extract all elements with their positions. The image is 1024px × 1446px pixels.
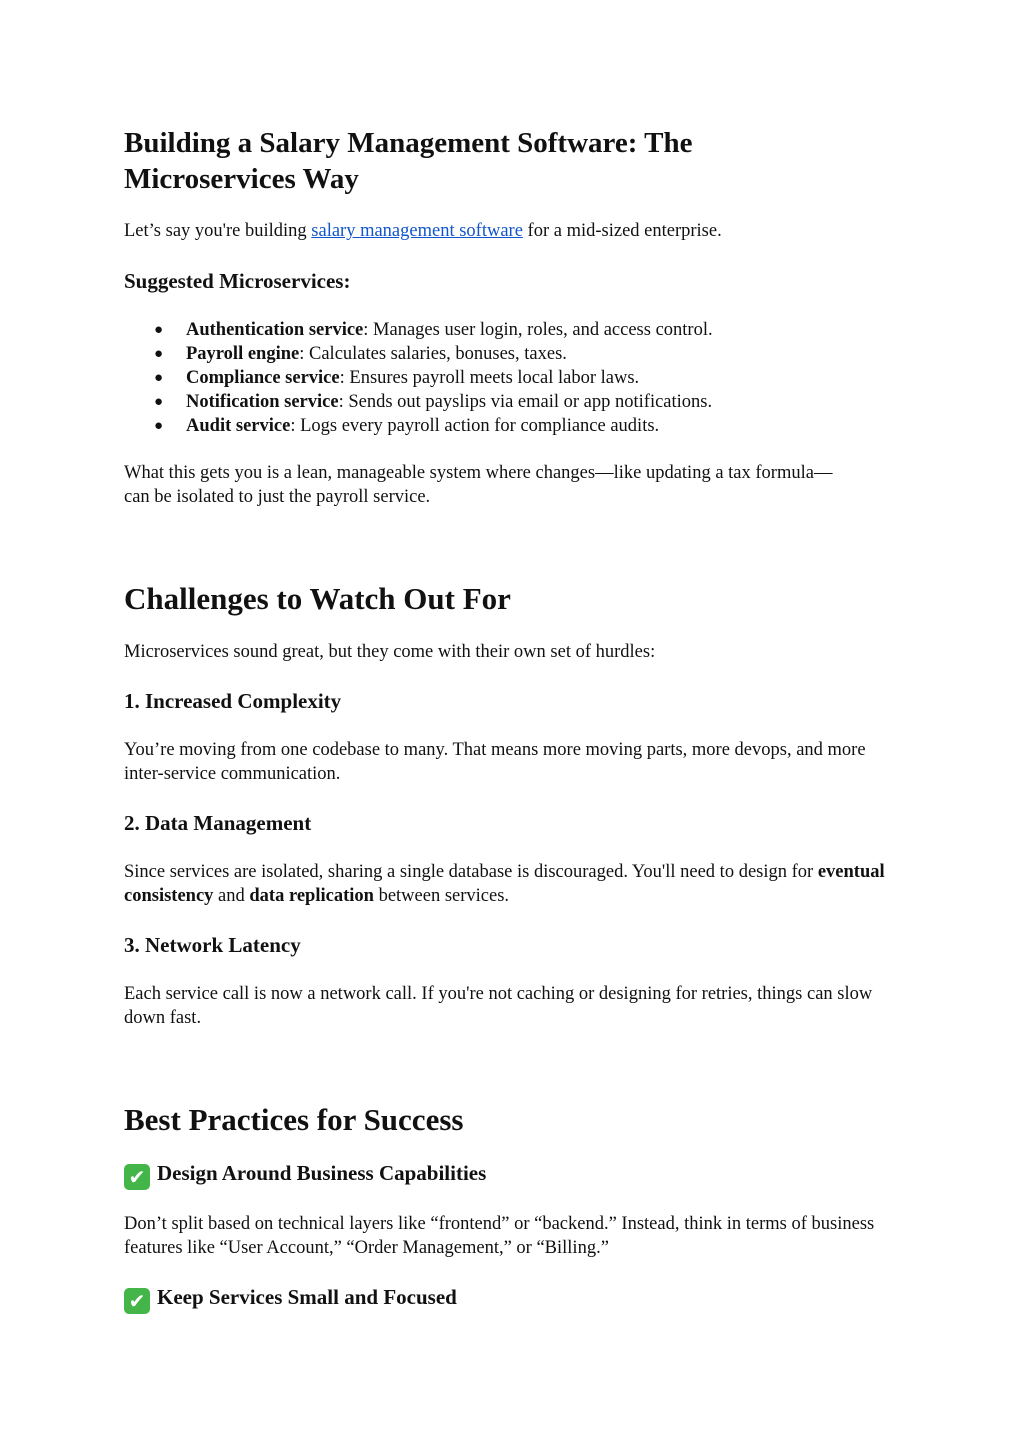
list-item [154, 366, 894, 390]
data-bold-consistency: eventual consistency [124, 862, 885, 906]
challenge-heading-data: 2. Data Management [124, 811, 312, 835]
challenge-text-latency: Each service call is now a network call. If you're not caching or designing for retries, things can slow down fast. [124, 984, 873, 1028]
check-mark-icon: ✔ [124, 1164, 150, 1190]
data-bold-replication: data replication [249, 886, 374, 906]
bullet-icon: ● [154, 322, 164, 338]
challenge-text-complexity: You’re moving from one codebase to many. That means more moving parts, more devops, and more inter-service communication. [124, 740, 866, 784]
summary-paragraph: What this gets you is a lean, manageable system where changes—like updating a tax formula—can be isolated to just the payroll service. [124, 463, 833, 507]
practice-heading-business-text: Design Around Business Capabilities [157, 1161, 487, 1185]
list-item [154, 342, 894, 366]
practice-heading-small [124, 1285, 457, 1314]
service-name: Compliance service [186, 368, 340, 388]
service-description: : Calculates salaries, bonuses, taxes. [299, 344, 567, 364]
suggested-microservices-heading: Suggested Microservices: [124, 269, 351, 293]
data-text-before: Since services are isolated, sharing a single database is discouraged. You'll need to design for [124, 862, 818, 882]
service-description: : Sends out payslips via email or app notifications. [338, 392, 713, 412]
list-item [154, 390, 894, 414]
service-description: : Manages user login, roles, and access control. [363, 320, 713, 340]
challenge-heading-complexity: 1. Increased Complexity [124, 689, 342, 713]
service-name: Notification service [186, 392, 339, 412]
list-item [154, 318, 894, 342]
challenge-heading-latency: 3. Network Latency [124, 933, 301, 957]
service-description: : Logs every payroll action for compliance audits. [290, 416, 660, 436]
bullet-icon: ● [154, 394, 164, 410]
bullet-icon: ● [154, 346, 164, 362]
service-description: : Ensures payroll meets local labor laws. [339, 368, 640, 388]
list-item [154, 414, 894, 438]
challenges-intro: Microservices sound great, but they come with their own set of hurdles: [124, 642, 656, 662]
practice-heading-business [124, 1161, 486, 1190]
data-text-after: between services. [373, 886, 510, 906]
salary-software-link[interactable]: salary management software [311, 221, 523, 241]
practice-text-business: Don’t split based on technical layers like “frontend” or “backend.” Instead, think in terms of business features like “User Account,” “Order Management,” or “Billing.” [124, 1214, 875, 1258]
services-list [154, 318, 894, 438]
intro-paragraph [124, 219, 904, 243]
service-name: Audit service [186, 416, 291, 436]
intro-text-after: for a mid-sized enterprise. [522, 221, 722, 241]
check-mark-icon: ✔ [124, 1288, 150, 1314]
service-name: Authentication service [186, 320, 364, 340]
bullet-icon: ● [154, 370, 164, 386]
challenges-heading: Challenges to Watch Out For [124, 581, 511, 616]
practice-heading-small-text: Keep Services Small and Focused [157, 1285, 457, 1309]
best-practices-heading: Best Practices for Success [124, 1102, 464, 1137]
challenge-text-data [124, 860, 904, 908]
page-title: Building a Salary Management Software: The Microservices Way [124, 127, 693, 195]
service-name: Payroll engine [186, 344, 300, 364]
intro-text-before: Let’s say you're building [124, 221, 312, 241]
data-text-mid: and [213, 886, 250, 906]
bullet-icon: ● [154, 418, 164, 434]
